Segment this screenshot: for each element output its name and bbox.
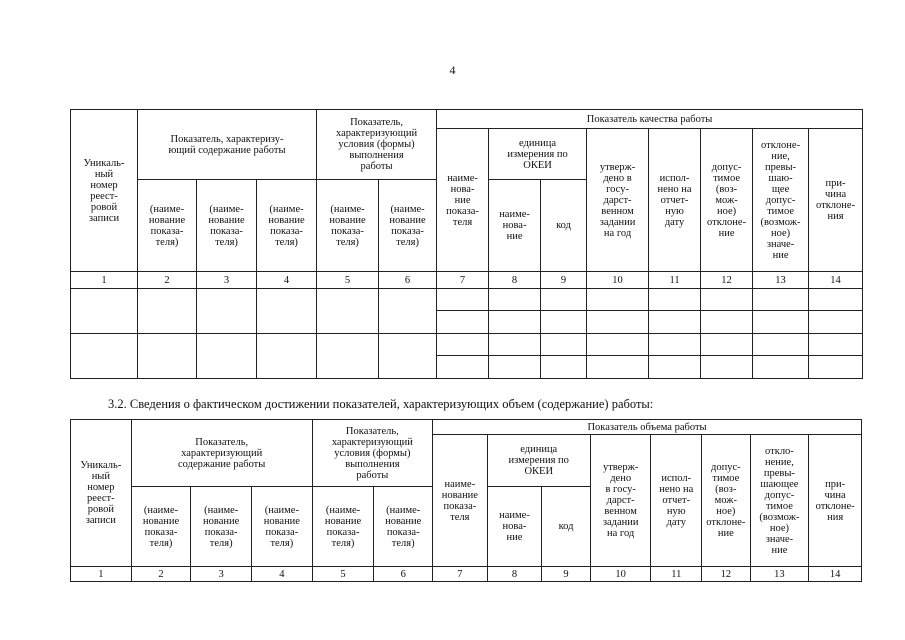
empty-cell — [437, 334, 489, 356]
unit-code-header: код — [542, 487, 591, 567]
column-number: 9 — [542, 567, 591, 582]
indicator-name-header: наиме- нование показа- теля — [433, 435, 488, 567]
fulfilled-header: испол- нено на отчет- ную дату — [651, 435, 702, 567]
empty-cell — [753, 311, 809, 334]
column-number: 7 — [433, 567, 488, 582]
column-number: 13 — [750, 567, 809, 582]
column-number: 10 — [590, 567, 651, 582]
empty-cell — [587, 311, 649, 334]
content-indicator-header: Показатель, характеризу- ющий содержание работы — [138, 110, 317, 180]
column-number: 3 — [191, 567, 252, 582]
empty-cell — [649, 334, 701, 356]
deviation-reason-header: при- чина отклоне- ния — [809, 129, 863, 272]
column-numbers-row — [71, 272, 863, 289]
deviation-reason-header: при- чина отклоне- ния — [809, 435, 862, 567]
indicator-name-subheader: (наиме- нование показа- теля) — [191, 487, 252, 567]
empty-cell — [138, 334, 197, 379]
empty-cell — [379, 334, 437, 379]
empty-cell — [379, 289, 437, 334]
column-number: 8 — [489, 272, 541, 289]
column-number: 13 — [753, 272, 809, 289]
okei-unit-header: единица измерения по ОКЕИ — [489, 129, 587, 180]
column-number: 3 — [197, 272, 257, 289]
volume-indicators-table — [70, 419, 862, 582]
empty-cell — [809, 334, 863, 356]
empty-cell — [138, 289, 197, 334]
column-number: 8 — [487, 567, 542, 582]
allowed-deviation-header: допус- тимое (воз- мож- ное) отклоне- ние — [702, 435, 751, 567]
column-number: 7 — [437, 272, 489, 289]
empty-cell — [753, 334, 809, 356]
column-number: 6 — [374, 567, 433, 582]
conditions-indicator-header: Показатель, характеризующий условия (формы) выполнения работы — [317, 110, 437, 180]
empty-cell — [257, 334, 317, 379]
column-numbers-row — [71, 567, 862, 582]
empty-cell — [489, 289, 541, 311]
fulfilled-header: испол- нено на отчет- ную дату — [649, 129, 701, 272]
unique-number-header: Уникаль- ный номер реест- ровой записи — [71, 110, 138, 272]
empty-cell — [701, 334, 753, 356]
empty-cell — [649, 311, 701, 334]
empty-cell — [437, 289, 489, 311]
empty-cell — [489, 356, 541, 379]
indicator-name-header: наиме- нова- ние показа- теля — [437, 129, 489, 272]
empty-cell — [197, 334, 257, 379]
column-number: 6 — [379, 272, 437, 289]
unit-name-header: наиме- нова- ние — [489, 180, 541, 272]
empty-cell — [809, 356, 863, 379]
empty-cell — [317, 334, 379, 379]
column-number: 1 — [71, 567, 132, 582]
empty-cell — [489, 311, 541, 334]
approved-header: утверж- дено в госу- дарст- венном задании на год — [587, 129, 649, 272]
empty-cell — [257, 289, 317, 334]
table-row — [71, 334, 863, 356]
column-number: 1 — [71, 272, 138, 289]
empty-cell — [71, 334, 138, 379]
empty-cell — [587, 289, 649, 311]
indicator-name-subheader: (наиме- нование показа- теля) — [312, 487, 374, 567]
empty-cell — [587, 334, 649, 356]
empty-cell — [809, 311, 863, 334]
column-number: 4 — [257, 272, 317, 289]
indicator-name-subheader: (наиме- нование показа- теля) — [197, 180, 257, 272]
page-number: 4 — [449, 63, 456, 77]
empty-cell — [317, 289, 379, 334]
column-number: 12 — [702, 567, 751, 582]
empty-cell — [437, 356, 489, 379]
content-indicator-header: Показатель, характеризующий содержание работы — [131, 420, 312, 487]
column-number: 11 — [649, 272, 701, 289]
empty-cell — [753, 356, 809, 379]
column-number: 5 — [317, 272, 379, 289]
empty-cell — [649, 356, 701, 379]
column-number: 14 — [809, 567, 862, 582]
quality-indicator-header: Показатель качества работы — [437, 110, 863, 129]
indicator-name-subheader: (наиме- нование показа- теля) — [138, 180, 197, 272]
indicator-name-subheader: (наиме- нование показа- теля) — [257, 180, 317, 272]
empty-cell — [541, 289, 587, 311]
column-number: 9 — [541, 272, 587, 289]
column-number: 14 — [809, 272, 863, 289]
column-number: 12 — [701, 272, 753, 289]
indicator-name-subheader: (наиме- нование показа- теля) — [252, 487, 313, 567]
table-row — [71, 289, 863, 311]
empty-cell — [701, 356, 753, 379]
column-number: 5 — [312, 567, 374, 582]
column-number: 11 — [651, 567, 702, 582]
indicator-name-subheader: (наиме- нование показа- теля) — [317, 180, 379, 272]
volume-indicator-header: Показатель объема работы — [433, 420, 862, 435]
unit-code-header: код — [541, 180, 587, 272]
empty-cell — [71, 289, 138, 334]
column-number: 2 — [138, 272, 197, 289]
empty-cell — [541, 334, 587, 356]
approved-header: утверж- дено в госу- дарст- венном задании на год — [590, 435, 651, 567]
column-number: 2 — [131, 567, 191, 582]
conditions-indicator-header: Показатель, характеризующий условия (формы) выполнения работы — [312, 420, 432, 487]
indicator-name-subheader: (наиме- нование показа- теля) — [131, 487, 191, 567]
section-title: 3.2. Сведения о фактическом достижении показателей, характеризующих объем (содержание) работы: — [108, 397, 654, 411]
empty-cell — [541, 356, 587, 379]
empty-cell — [587, 356, 649, 379]
unit-name-header: наиме- нова- ние — [487, 487, 542, 567]
unique-number-header: Уникаль- ный номер реест- ровой записи — [71, 420, 132, 567]
empty-cell — [489, 334, 541, 356]
column-number: 10 — [587, 272, 649, 289]
empty-cell — [541, 311, 587, 334]
quality-indicators-table — [70, 109, 863, 379]
indicator-name-subheader: (наиме- нование показа- теля) — [374, 487, 433, 567]
allowed-deviation-header: допус- тимое (воз- мож- ное) отклоне- ние — [701, 129, 753, 272]
empty-cell — [809, 289, 863, 311]
empty-cell — [701, 289, 753, 311]
empty-cell — [753, 289, 809, 311]
empty-cell — [437, 311, 489, 334]
indicator-name-subheader: (наиме- нование показа- теля) — [379, 180, 437, 272]
empty-cell — [197, 289, 257, 334]
empty-cell — [649, 289, 701, 311]
exceeding-deviation-header: отклоне- ние, превы- шаю- щее допус- тимое (возмож- ное) значе- ние — [753, 129, 809, 272]
exceeding-deviation-header: откло- нение, превы- шающее допус- тимое (возмож- ное) значе- ние — [750, 435, 809, 567]
empty-cell — [701, 311, 753, 334]
column-number: 4 — [252, 567, 313, 582]
okei-unit-header: единица измерения по ОКЕИ — [487, 435, 590, 487]
